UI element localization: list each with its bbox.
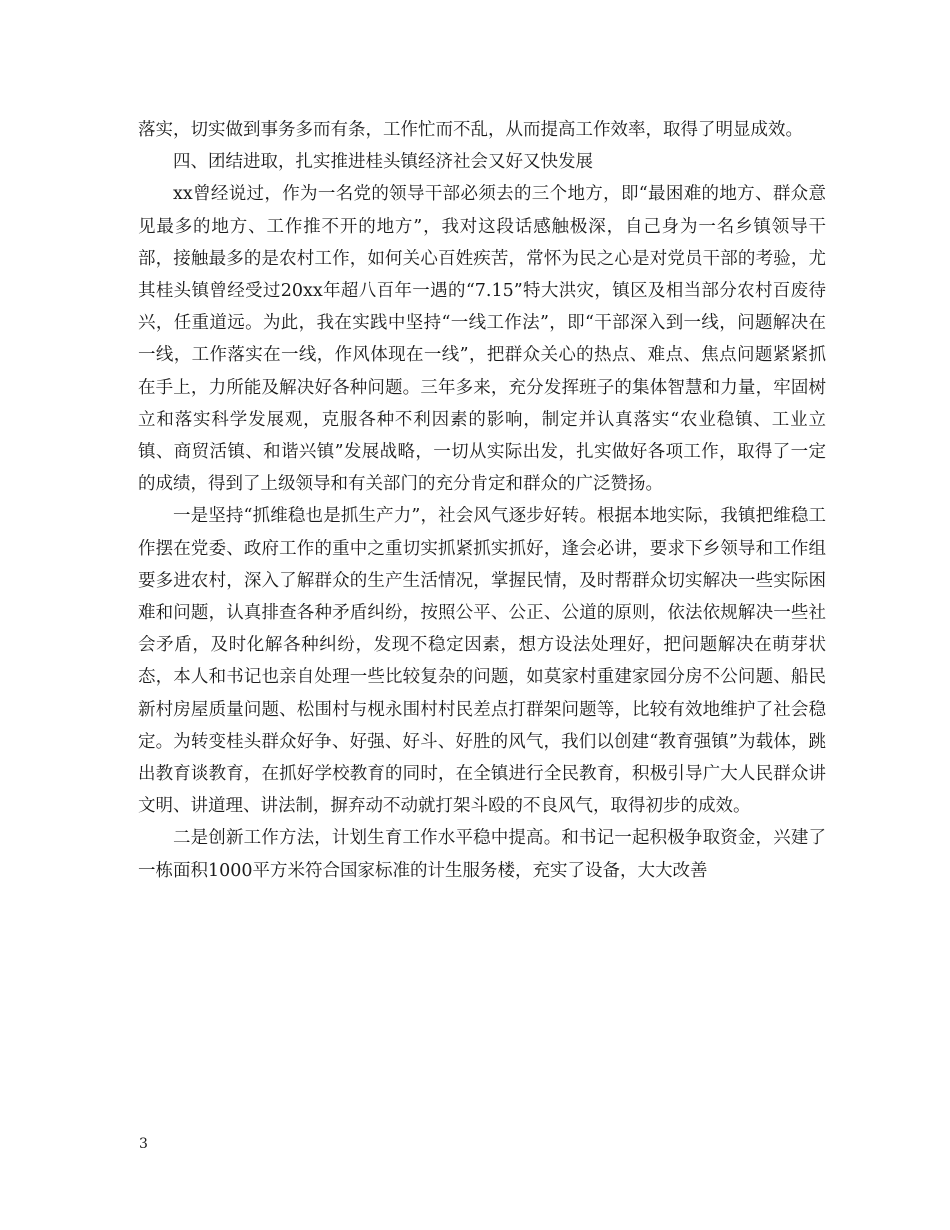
paragraph-continued: 落实，切实做到事务多而有条，工作忙而不乱，从而提高工作效率，取得了明显成效。 [138,120,803,140]
paragraph: 一是坚持“抓维稳也是抓生产力”，社会风气逐步好转。根据本地实际，我镇把维稳工作摆在党委、政府工作的重中之重切实抓紧抓实抓好，逢会必讲，要求下乡领导和工作组要多进农村，深入了解群众的生产生活情况，掌握民情，及时帮群众切实解决一些实际困难和问题，认真排查各种矛盾纠纷，按照公平、公正、公道的原则，依法依规解决一些社会矛盾，及时化解各种纠纷，发现不稳定因素，想方设法处理好，把问题解决在萌芽状态，本人和书记也亲自处理一些比较复杂的问题，如莫家村重建家园分房不公问题、船民新村房屋质量问题、松围村与枧永围村村民差点打群架问题等，比较有效地维护了社会稳定。为转变桂头群众好争、好强、好斗、好胜的风气，我们以创建“教育强镇”为载体，跳出教育谈教育，在抓好学校教育的同时，在全镇进行全民教育，积极引导广大人民群众讲文明、讲道理、讲法制，摒弃动不动就打架斗殴的不良风气，取得初步的成效。 [138,506,826,817]
paragraph: 二是创新工作方法，计划生育工作水平稳中提高。和书记一起积极争取资金，兴建了一栋面积1000平方米符合国家标准的计生服务楼，充实了设备，大大改善 [138,828,826,881]
page-number: 3 [139,1136,148,1152]
section-heading: 四、团结进取，扎实推进桂头镇经济社会又好又快发展 [173,152,593,173]
document-body [138,114,826,887]
paragraph: xx曾经说过，作为一名党的领导干部必须去的三个地方，即“最困难的地方、群众意见最多的地方、工作推不开的地方”，我对这段话感触极深，自己身为一名乡镇领导干部，接触最多的是农村工作，如何关心百姓疾苦，常怀为民之心是对党员干部的考验，尤其桂头镇曾经受过20xx年超八百年一遇的“7.15”特大洪灾，镇区及相当部分农村百废待兴，任重道远。为此，我在实践中坚持“一线工作法”，即“干部深入到一线，问题解决在一线，工作落实在一线，作风体现在一线”，把群众关心的热点、难点、焦点问题紧紧抓在手上，力所能及解决好各种问题。三年多来，充分发挥班子的集体智慧和力量，牢固树立和落实科学发展观，克服各种不利因素的影响，制定并认真落实“农业稳镇、工业立镇、商贸活镇、和谐兴镇”发展战略，一切从实际出发，扎实做好各项工作，取得了一定的成绩，得到了上级领导和有关部门的充分肯定和群众的广泛赞扬。 [138,184,826,495]
